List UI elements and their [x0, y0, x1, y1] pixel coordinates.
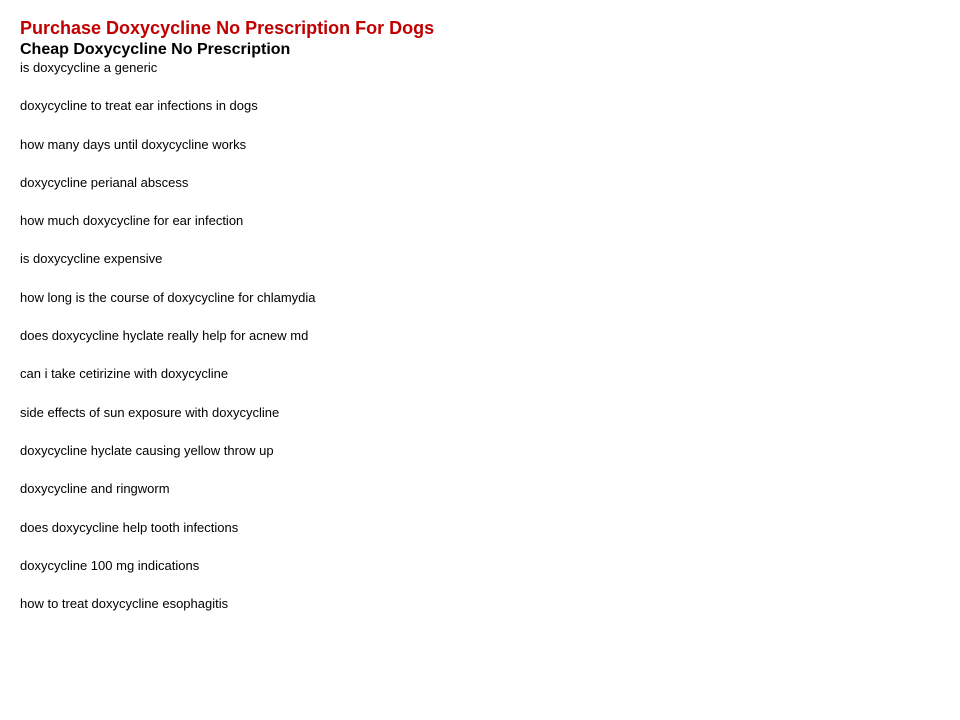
list-item: [20, 443, 940, 459]
link-doxycycline-yellow-throw-up[interactable]: doxycycline hyclate causing yellow throw up: [20, 442, 274, 458]
link-doxycycline-tooth-infections[interactable]: does doxycycline help tooth infections: [20, 519, 239, 535]
link-doxycycline-100mg-indications[interactable]: doxycycline 100 mg indications: [20, 557, 200, 573]
link-doxycycline-ringworm[interactable]: doxycycline and ringworm: [20, 481, 170, 497]
list-item: [20, 137, 940, 153]
link-list: [20, 60, 940, 612]
link-doxycycline-esophagitis[interactable]: how to treat doxycycline esophagitis: [20, 596, 229, 612]
link-doxycycline-ear-infections-dogs[interactable]: doxycycline to treat ear infections in dogs: [20, 98, 258, 114]
list-item: [20, 366, 940, 382]
link-is-doxycycline-a-generic[interactable]: is doxycycline a generic: [20, 60, 158, 75]
link-doxycycline-perianal-abscess[interactable]: doxycycline perianal abscess: [20, 174, 189, 190]
list-item: [20, 213, 940, 229]
link-doxycycline-sun-exposure[interactable]: side effects of sun exposure with doxycycline: [20, 404, 280, 420]
link-cetirizine-with-doxycycline[interactable]: can i take cetirizine with doxycycline: [20, 366, 229, 382]
list-item: [20, 520, 940, 536]
list-item: [20, 481, 940, 497]
link-doxycycline-ear-infection-dose[interactable]: how much doxycycline for ear infection: [20, 213, 244, 229]
list-item: [20, 290, 940, 306]
list-item: [20, 596, 940, 612]
list-item: [20, 251, 940, 267]
list-item: [20, 60, 940, 76]
link-is-doxycycline-expensive[interactable]: is doxycycline expensive: [20, 251, 163, 267]
link-doxycycline-chlamydia-course[interactable]: how long is the course of doxycycline for chlamydia: [20, 289, 316, 305]
list-item: [20, 558, 940, 574]
list-item: [20, 98, 940, 114]
list-item: [20, 405, 940, 421]
list-item: [20, 175, 940, 191]
link-doxycycline-hyclate-acne[interactable]: does doxycycline hyclate really help for acnew md: [20, 328, 309, 344]
page-content: [20, 16, 940, 634]
list-item: [20, 328, 940, 344]
page-title: Purchase Doxycycline No Prescription For Dogs: [20, 18, 435, 38]
link-days-until-doxycycline-works[interactable]: how many days until doxycycline works: [20, 136, 247, 152]
page-subtitle: Cheap Doxycycline No Prescription: [20, 41, 291, 58]
